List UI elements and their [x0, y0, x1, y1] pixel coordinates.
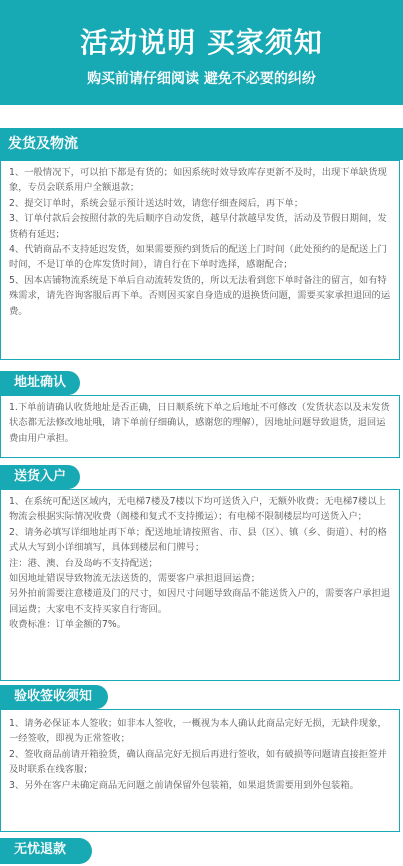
shipping-text	[9, 165, 393, 319]
delivery-item: 另外拍前需要注意楼道及门的尺寸，如因尺寸问题导致商品不能送货入户的，需要客户承担退回运费；大家电不支持买家自行寄回。	[9, 588, 391, 615]
shipping-item: 4、代销商品不支持延迟发货，如果需要预约到货后的配送上门时间（此处预约的是配送上门时间，不是订单的仓库发货时间），请自行在下单时选择，感谢配合；	[9, 244, 387, 271]
delivery-text	[9, 494, 393, 633]
shipping-item: 5、因本店铺物流系统是下单后自动流转发货的，所以无法看到您下单时备注的留言，如有特殊需求，请先咨询客服后再下单。否则因买家自身造成的退换货问题，需要买家承担退回的运费。	[9, 274, 391, 317]
delivery-item: 收费标准：订单金额的7%。	[9, 619, 127, 631]
section-body-inspection	[0, 709, 400, 832]
page-title: 活动说明 买家须知	[80, 26, 323, 59]
section-body-shipping	[0, 160, 400, 360]
page-subtitle: 购买前请仔细阅读 避免不必要的纠纷	[87, 71, 316, 87]
section-header-address	[0, 371, 80, 395]
section-title-inspection: 验收签收须知	[14, 689, 93, 704]
shipping-item: 3、订单付款后会按照付款的先后顺序自动发货，越早付款越早发货，活动及节假日期间，发货稍有延迟；	[9, 213, 387, 240]
inspection-item: 1、请务必保证本人签收；如非本人签收，一概视为本人确认此商品完好无损，无缺件现象，一经签收，即视为正常签收；	[9, 718, 387, 745]
section-title-delivery: 送货入户	[14, 469, 67, 484]
section-body-delivery	[0, 489, 400, 681]
delivery-item: 如因地址错误导致物流无法送货的，需要客户承担退回运费；	[9, 573, 261, 585]
shipping-item: 2、提交订单时，系统会显示预计送达时效，请您仔细查阅后，再下单；	[9, 197, 304, 209]
section-title-shipping: 发货及物流	[8, 136, 78, 152]
section-header-worry-free	[0, 838, 92, 864]
inspection-item: 2、签收商品前请开箱验货，确认商品完好无损后再进行签收，如有破损等问题请直接拒签并及时联系在线客服；	[9, 748, 387, 776]
section-title-address: 地址确认	[14, 375, 67, 390]
section-header-shipping	[0, 128, 403, 160]
inspection-text	[9, 716, 393, 793]
delivery-item: 1、在系统可配送区域内，无电梯7楼及7楼以下均可送货入户，无额外收费；无电梯7楼以上物流会根据实际情况收费（阁楼和复式不支持搬运）；有电梯不限制楼层均可送货入户；	[9, 496, 386, 523]
delivery-item: 2、请务必填写详细地址再下单；配送地址请按照省、市、县（区）、镇（乡、街道）、村的格式从大写到小详细填写，具体到楼层和门牌号；	[9, 526, 387, 554]
address-item: 1.下单前请确认收货地址是否正确，日日顺系统下单之后地址不可修改（发货状态以及未发货状态都无法修改地址哦，请下单前仔细确认，感谢您的理解），因地址问题导致退货，退回运费由用户承担。	[9, 402, 390, 444]
delivery-item: 注：港、澳、台及岛屿不支持配送；	[9, 557, 158, 569]
section-title-worry-free: 无忧退款	[14, 842, 67, 857]
address-text	[9, 400, 393, 446]
section-body-address	[0, 395, 400, 458]
hero-banner	[0, 0, 403, 105]
inspection-item: 3、另外在客户未确定商品无问题之前请保留外包装箱，如果退货需要用到外包装箱。	[9, 779, 359, 791]
shipping-item: 1、一般情况下，可以拍下都是有货的；如因系统时效导致库存更新不及时，出现下单缺货现象，专员会联系用户全额退款；	[9, 167, 387, 194]
section-header-delivery	[0, 465, 80, 489]
section-header-inspection	[0, 685, 108, 709]
